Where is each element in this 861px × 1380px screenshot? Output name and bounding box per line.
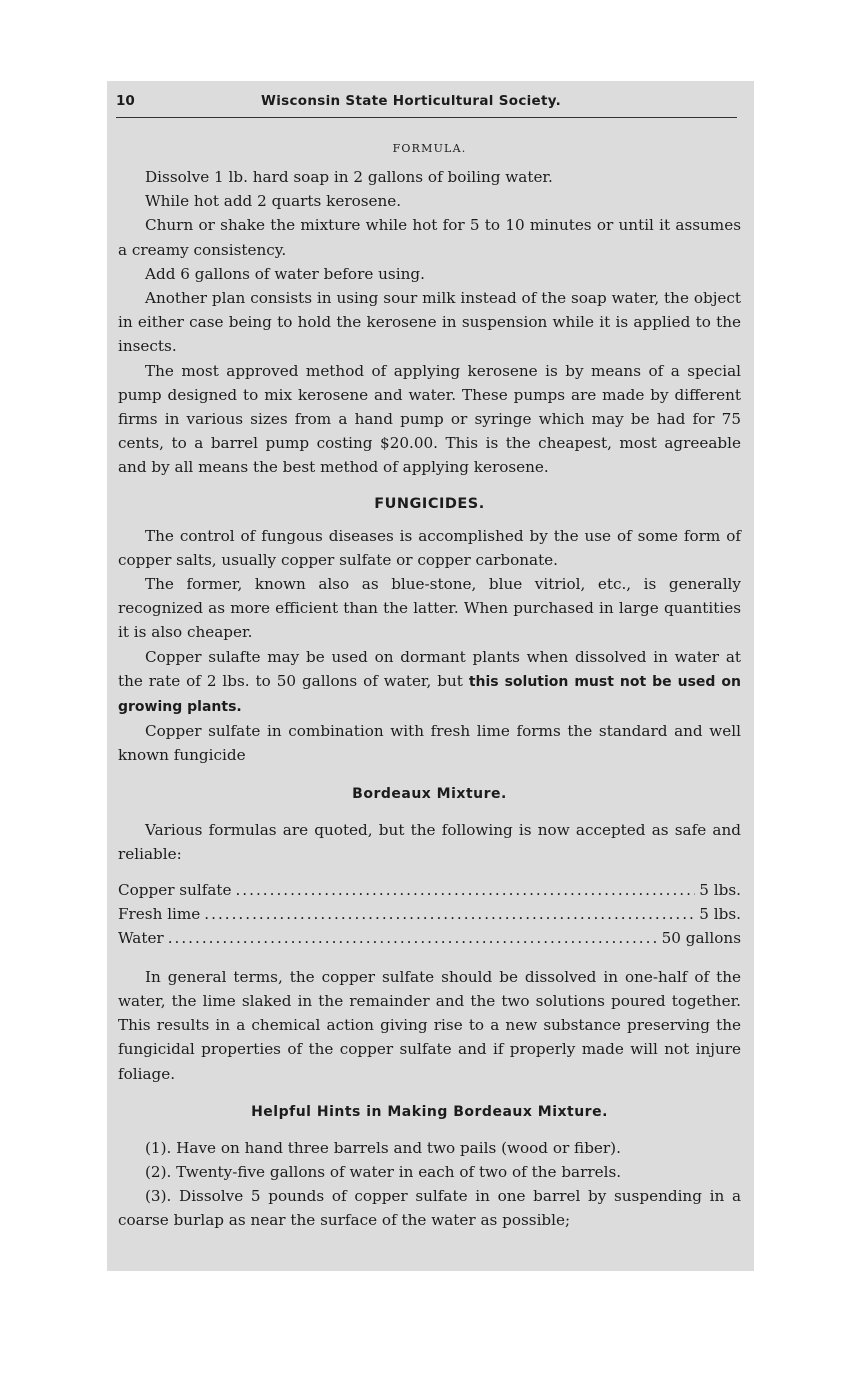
bordeaux-heading: Bordeaux Mixture. — [352, 785, 507, 802]
header-rule — [116, 117, 737, 118]
fungicides-paragraph: The former, known also as blue-stone, blue vitriol, etc., is generally recognized as more efficient than the latter. When purchased in large quantities it is also cheaper. — [118, 575, 741, 642]
fungicides-paragraph — [118, 645, 741, 720]
recipe-row — [118, 878, 741, 902]
fungicides-p3-text: Copper sulafte may be used on dormant plants when dissolved in water at the rate of 2 lbs. to 50 gallons of water, but — [118, 647, 741, 690]
formula-paragraph: While hot add 2 quarts kerosene. — [145, 192, 402, 211]
formula-paragraph: Dissolve 1 lb. hard soap in 2 gallons of boiling water. — [145, 168, 553, 186]
page-body — [118, 141, 741, 1233]
warning-text: this solution must not be used on growing plants. — [118, 673, 742, 716]
hint-item: (2). Twenty-five gallons of water in each of two of the barrels. — [145, 1162, 622, 1181]
recipe-list — [118, 878, 741, 951]
hint-item: (3). Dissolve 5 pounds of copper sulfate in one barrel by suspending in a coarse burlap as near the surface of the water as possible; — [118, 1187, 741, 1230]
fungicides-heading: FUNGICIDES. — [374, 495, 485, 512]
hints-heading: Helpful Hints in Making Bordeaux Mixture. — [251, 1103, 608, 1120]
recipe-ingredient: Fresh lime — [118, 905, 201, 924]
hint-item: (1). Have on hand three barrels and two pails (wood or fiber). — [145, 1138, 621, 1157]
formula-paragraph: Churn or shake the mixture while hot for 5 to 10 minutes or until it assumes a creamy consistency. — [118, 216, 741, 259]
page-number: 10 — [116, 93, 135, 109]
recipe-ingredient: Water — [118, 929, 164, 948]
page-header — [116, 93, 736, 113]
bordeaux-intro: Various formulas are quoted, but the following is now accepted as safe and reliable: — [118, 820, 741, 863]
running-title: Wisconsin State Horticultural Society. — [261, 93, 562, 109]
formula-paragraph: Add 6 gallons of water before using. — [145, 264, 425, 283]
recipe-amount: 50 gallons — [661, 929, 741, 948]
leader-dots — [204, 902, 695, 926]
bordeaux-general: In general terms, the copper sulfate should be dissolved in one-half of the water, the lime slaked in the remainder and the two solutions poured together. This results in a chemical action giving rise to a new substance preserving the fungicidal properties of the copper sulfate and if properly made will not injure foliage. — [118, 967, 741, 1083]
leader-dots — [168, 926, 658, 950]
recipe-amount: 5 lbs. — [699, 881, 741, 900]
book-page — [107, 81, 754, 1271]
recipe-row — [118, 926, 741, 950]
recipe-ingredient: Copper sulfate — [118, 881, 232, 900]
recipe-amount: 5 lbs. — [699, 905, 741, 924]
fungicides-paragraph: Copper sulfate in combination with fresh lime forms the standard and well known fungicide — [118, 722, 741, 765]
formula-paragraph: The most approved method of applying kerosene is by means of a special pump designed to mix kerosene and water. These pumps are made by different firms in various sizes from a hand pump or syringe which may be had for 75 cents, to a barrel pump costing $20.00. This is the cheapest, most agreeable and by all means the best method of applying kerosene. — [118, 361, 741, 477]
recipe-row — [118, 902, 741, 926]
leader-dots — [235, 878, 695, 902]
fungicides-paragraph: The control of fungous diseases is accomplished by the use of some form of copper salts, usually copper sulfate or copper carbonate. — [118, 526, 741, 569]
formula-paragraph: Another plan consists in using sour milk instead of the soap water, the object in either case being to hold the kerosene in suspension while it is applied to the insects. — [118, 289, 741, 356]
formula-heading: FORMULA. — [392, 142, 467, 155]
